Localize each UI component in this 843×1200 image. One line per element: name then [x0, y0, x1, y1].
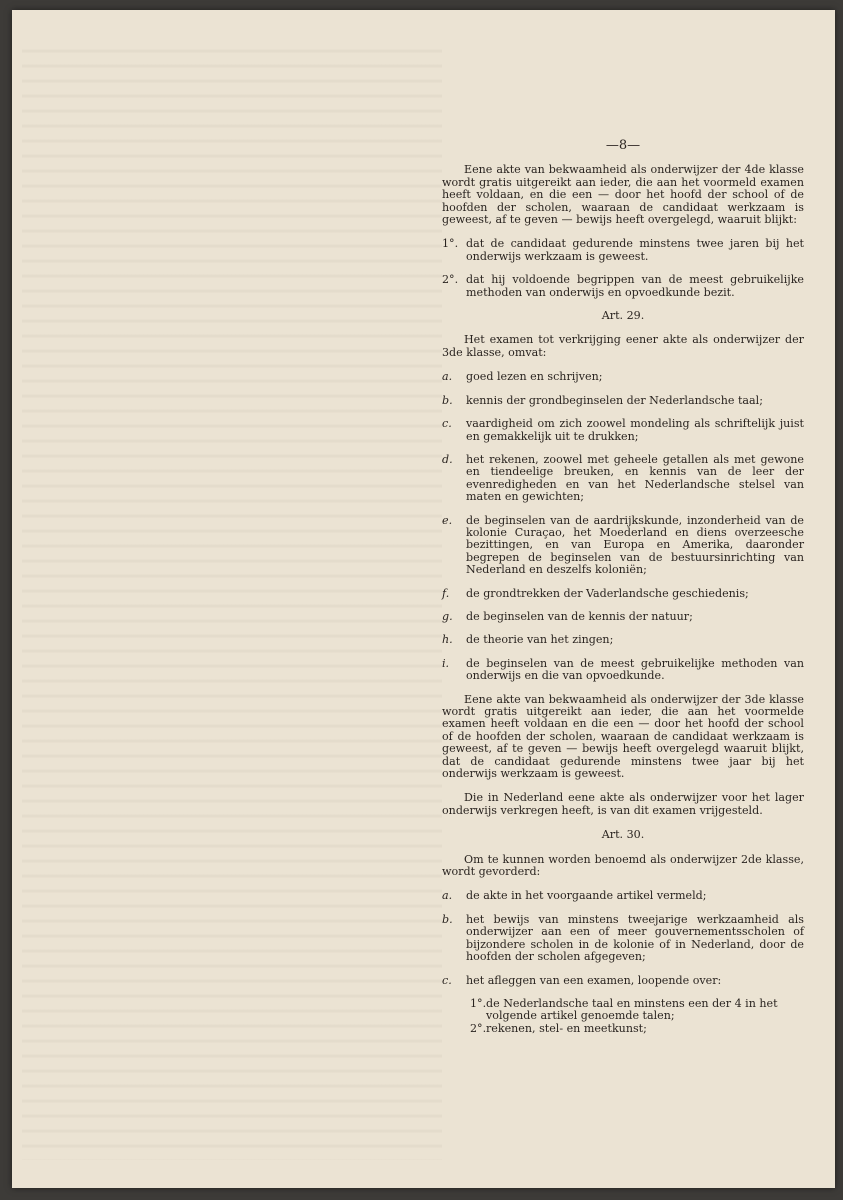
text-column: [442, 140, 804, 1035]
item-text: de beginselen van de kennis der natuur;: [466, 609, 693, 623]
item-label: h.: [442, 633, 453, 647]
article-heading-30: Art. 30.: [601, 828, 645, 842]
art30-intro: Om te kunnen worden benoemd als onderwijzer 2de klasse, wordt gevorderd:: [442, 852, 804, 879]
item-label: a.: [442, 370, 453, 384]
art29-paragraph-2: Die in Nederland eene akte als onderwijzer voor het lager onderwijs verkregen heeft, is van dit examen vrijgesteld.: [442, 791, 804, 817]
art29-item-d: [442, 454, 804, 504]
intro-item-2: [442, 274, 804, 299]
intro-item-1: [442, 238, 804, 263]
item-text: de grondtrekken der Vaderlandsche geschiedenis;: [466, 586, 749, 600]
item-text: de akte in het voorgaande artikel vermeld;: [466, 889, 707, 903]
art29-intro: Het examen tot verkrijging eener akte als onderwijzer der 3de klasse, omvat:: [442, 333, 804, 359]
intro-paragraph: Eene akte van bekwaamheid als onderwijzer der 4de klasse wordt gratis uitgereikt aan ieder, die aan het voormeld examen heeft voldaan, en die een — door het hoofd der school of de hoofden der scholen, waaraan de candidaat werkzaam is geweest, af te geven — bewijs heeft overgelegd, waaruit blijkt:: [442, 163, 804, 227]
item-label: 1°.: [442, 237, 459, 251]
item-text: de beginselen van de aardrijkskunde, inzonderheid van de kolonie Curaçao, het Moederland en diens overzeesche bezittingen, en van Europa en Amerika, daaronder begrepen de beginselen van de bestuursinrichting van Nederland en deszelfs koloniën;: [466, 513, 804, 577]
subitem-label: 2°.: [470, 1021, 487, 1035]
art29-paragraph-1: Eene akte van bekwaamheid als onderwijzer der 3de klasse wordt gratis uitgereikt aan ieder, die aan het voormelde examen heeft voldaan en die een — door het hoofd der school of de hoofden der scholen, waaraan de candidaat werkzaam is geweest, af te geven — bewijs heeft overgelegd waaruit blijkt, dat de candidaat gedurende minstens twee jaar bij het onderwijs werkzaam is geweest.: [442, 692, 804, 781]
art29-item-f: [442, 588, 804, 600]
subitem-text: de Nederlandsche taal en minstens een der 4 in het volgende artikel genoemde talen;: [486, 996, 778, 1023]
art29-item-e: [442, 515, 804, 577]
art30-item-b: [442, 914, 804, 964]
art29-item-g: [442, 611, 804, 623]
item-label: c.: [442, 973, 452, 987]
art30-item-c: [442, 975, 804, 987]
item-text: kennis der grondbeginselen der Nederlandsche taal;: [466, 393, 763, 407]
art29-item-i: [442, 658, 804, 683]
item-label: c.: [442, 417, 452, 431]
item-label: 2°.: [442, 273, 459, 287]
article-heading-29: Art. 29.: [601, 309, 645, 323]
item-text: vaardigheid om zich zoowel mondeling als schriftelijk juist en gemakkelijk uit te drukken;: [466, 417, 804, 443]
item-label: b.: [442, 393, 453, 407]
item-text: goed lezen en schrijven;: [466, 370, 603, 384]
item-label: b.: [442, 912, 453, 926]
item-label: a.: [442, 889, 453, 903]
art30-subitem-2: [470, 1023, 804, 1035]
item-text: de beginselen van de meest gebruikelijke methoden van onderwijs en die van opvoedkunde.: [466, 656, 804, 683]
subitem-text: rekenen, stel- en meetkunst;: [486, 1021, 647, 1035]
art29-item-h: [442, 634, 804, 646]
item-label: e.: [442, 513, 453, 527]
art30-item-a: [442, 890, 804, 902]
item-label: g.: [442, 609, 453, 623]
item-text: het bewijs van minstens tweejarige werkzaamheid als onderwijzer aan een of meer gouvernementsscholen of bijzondere scholen in de kolonie of in Nederland, door de hoofden der scholen afgegeven;: [466, 912, 804, 964]
document-page: [12, 10, 835, 1188]
art29-item-b: [442, 395, 804, 407]
art29-item-a: [442, 371, 804, 383]
item-label: d.: [442, 452, 453, 466]
item-label: f.: [442, 586, 450, 600]
art29-item-c: [442, 418, 804, 443]
item-label: i.: [442, 656, 450, 670]
bleed-through-text: [22, 40, 442, 1160]
item-text: dat de candidaat gedurende minstens twee jaren bij het onderwijs werkzaam is geweest.: [466, 237, 804, 263]
art30-subitem-1: [470, 998, 804, 1023]
item-text: het afleggen van een examen, loopende over:: [466, 973, 722, 987]
page-number: —8—: [605, 138, 641, 153]
subitem-label: 1°.: [470, 996, 487, 1010]
item-text: dat hij voldoende begrippen van de meest gebruikelijke methoden van onderwijs en opvoedkunde bezit.: [466, 273, 804, 299]
item-text: de theorie van het zingen;: [466, 633, 614, 647]
item-text: het rekenen, zoowel met geheele getallen als met gewone en tiendeelige breuken, en kennis van de leer der evenredigheden en van het Nederlandsche stelsel van maten en gewichten;: [466, 452, 804, 504]
